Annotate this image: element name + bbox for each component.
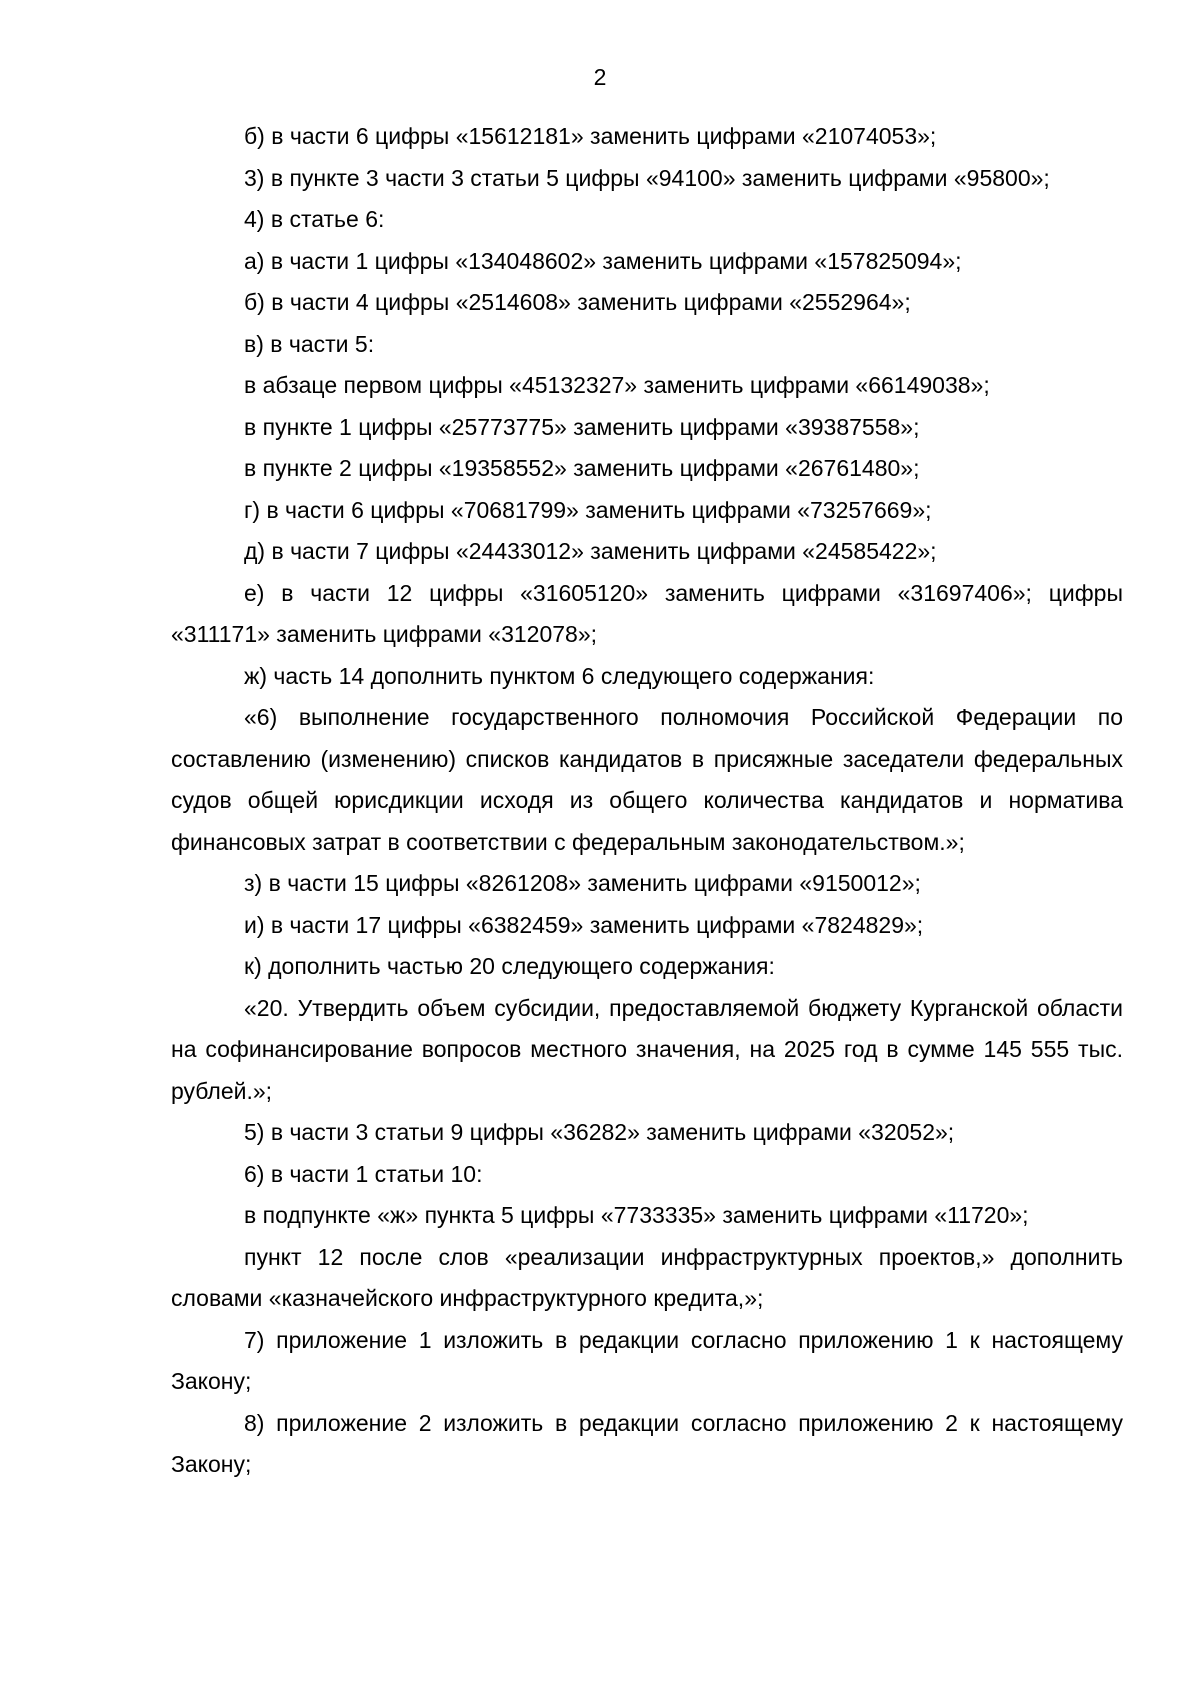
paragraph: к) дополнить частью 20 следующего содержания:	[244, 953, 775, 979]
paragraph: «6) выполнение государственного полномочия Российской Федерации по составлению (изменению) списков кандидатов в присяжные заседатели федеральных судов общей юрисдикции исходя из общего количества кандидатов и норматива финансовых затрат в соответствии с федеральным законодательством.»;	[171, 704, 1123, 855]
paragraph: д) в части 7 цифры «24433012» заменить цифрами «24585422»;	[244, 538, 937, 564]
paragraph: з) в части 15 цифры «8261208» заменить цифрами «9150012»;	[244, 870, 921, 896]
paragraph: 3) в пункте 3 части 3 статьи 5 цифры «94100» заменить цифрами «95800»;	[244, 164, 1050, 191]
paragraph: ж) часть 14 дополнить пунктом 6 следующего содержания:	[244, 662, 875, 689]
paragraph: 7) приложение 1 изложить в редакции согласно приложению 1 к настоящему Закону;	[171, 1326, 1123, 1394]
paragraph: е) в части 12 цифры «31605120» заменить цифрами «31697406»; цифры «311171» заменить цифрами «312078»;	[171, 579, 1123, 647]
paragraph: и) в части 17 цифры «6382459» заменить цифрами «7824829»;	[244, 911, 924, 938]
paragraph: пункт 12 после слов «реализации инфраструктурных проектов,» дополнить словами «казначейского инфраструктурного кредита,»;	[171, 1243, 1123, 1311]
document-body	[171, 116, 1123, 1486]
paragraph: г) в части 6 цифры «70681799» заменить цифрами «73257669»;	[244, 496, 932, 523]
paragraph: б) в части 6 цифры «15612181» заменить цифрами «21074053»;	[244, 123, 937, 149]
paragraph: в абзаце первом цифры «45132327» заменить цифрами «66149038»;	[244, 372, 990, 398]
paragraph: «20. Утвердить объем субсидии, предоставляемой бюджету Курганской области на софинансирование вопросов местного значения, на 2025 год в сумме 145 555 тыс. рублей.»;	[171, 994, 1123, 1104]
paragraph: в пункте 2 цифры «19358552» заменить цифрами «26761480»;	[244, 455, 920, 481]
paragraph: 4) в статье 6:	[244, 206, 385, 232]
page-number: 2	[593, 64, 607, 90]
paragraph: 6) в части 1 статьи 10:	[244, 1160, 483, 1187]
paragraph: в подпункте «ж» пункта 5 цифры «7733335» заменить цифрами «11720»;	[244, 1202, 1029, 1228]
paragraph: в) в части 5:	[244, 330, 375, 357]
paragraph: в пункте 1 цифры «25773775» заменить цифрами «39387558»;	[244, 413, 920, 440]
paragraph: 8) приложение 2 изложить в редакции согласно приложению 2 к настоящему Закону;	[171, 1409, 1123, 1477]
paragraph: а) в части 1 цифры «134048602» заменить цифрами «157825094»;	[244, 247, 962, 274]
paragraph: 5) в части 3 статьи 9 цифры «36282» заменить цифрами «32052»;	[244, 1119, 955, 1145]
paragraph: б) в части 4 цифры «2514608» заменить цифрами «2552964»;	[244, 289, 911, 315]
